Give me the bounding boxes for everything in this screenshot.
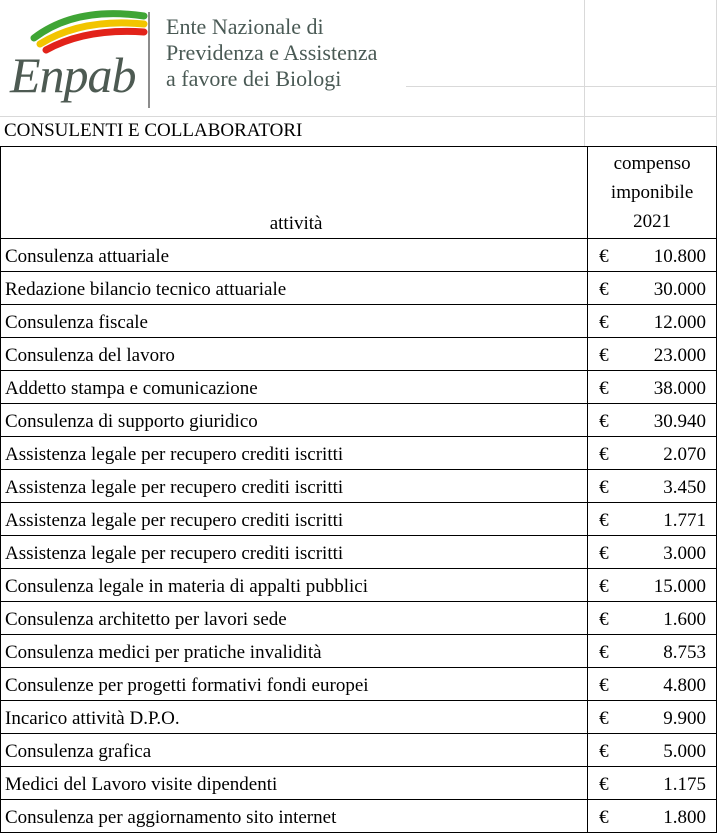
activity-cell: Assistenza legale per recupero crediti iscritti <box>1 470 588 503</box>
amount-value: 12.000 <box>653 312 706 333</box>
currency-symbol: € <box>599 741 609 762</box>
activity-cell: Medici del Lavoro visite dipendenti <box>1 767 588 800</box>
header-activity: attività <box>1 147 588 239</box>
currency-symbol: € <box>599 774 609 795</box>
amount-cell <box>588 800 717 833</box>
activity-cell: Consulenza del lavoro <box>1 338 588 371</box>
amount-cell <box>588 338 717 371</box>
amount-cell <box>588 371 717 404</box>
currency-symbol: € <box>599 444 609 465</box>
amount-cell <box>588 305 717 338</box>
grid-line <box>0 116 717 117</box>
header-amount <box>588 147 717 239</box>
table-row <box>1 371 717 404</box>
amount-value: 10.800 <box>653 246 706 267</box>
activity-cell: Consulenza fiscale <box>1 305 588 338</box>
table-row <box>1 437 717 470</box>
header-amount-line-3: 2021 <box>633 211 672 232</box>
activity-cell: Assistenza legale per recupero crediti iscritti <box>1 437 588 470</box>
activity-cell: Consulenza medici per pratiche invalidità <box>1 635 588 668</box>
table-row <box>1 767 717 800</box>
table-row <box>1 404 717 437</box>
section-title: CONSULENTI E COLLABORATORI <box>4 120 303 141</box>
amount-value: 5.000 <box>663 741 706 762</box>
table-row <box>1 470 717 503</box>
amount-value: 8.753 <box>663 642 706 663</box>
table-row <box>1 635 717 668</box>
activity-cell: Consulenza architetto per lavori sede <box>1 602 588 635</box>
logo-divider <box>148 12 150 108</box>
currency-symbol: € <box>599 312 609 333</box>
amount-value: 1.600 <box>663 609 706 630</box>
amount-value: 38.000 <box>653 378 706 399</box>
currency-symbol: € <box>599 609 609 630</box>
currency-symbol: € <box>599 378 609 399</box>
amount-cell <box>588 569 717 602</box>
amount-cell <box>588 668 717 701</box>
activity-cell: Consulenza per aggiornamento sito internet <box>1 800 588 833</box>
amount-value: 30.940 <box>653 411 706 432</box>
table-row <box>1 701 717 734</box>
currency-symbol: € <box>599 807 609 828</box>
activity-cell: Incarico attività D.P.O. <box>1 701 588 734</box>
amount-cell <box>588 503 717 536</box>
currency-symbol: € <box>599 543 609 564</box>
amount-value: 23.000 <box>653 345 706 366</box>
table-row <box>1 569 717 602</box>
currency-symbol: € <box>599 246 609 267</box>
currency-symbol: € <box>599 477 609 498</box>
consultants-table <box>0 146 717 833</box>
activity-cell: Consulenza legale in materia di appalti pubblici <box>1 569 588 602</box>
org-line-3: a favore dei Biologi <box>166 66 342 91</box>
currency-symbol: € <box>599 510 609 531</box>
table-header-row <box>1 147 717 239</box>
table-row <box>1 503 717 536</box>
activity-cell: Consulenza grafica <box>1 734 588 767</box>
table-row <box>1 239 717 272</box>
logo-word: Enpab <box>10 47 136 103</box>
org-line-2: Previdenza e Assistenza <box>166 40 378 65</box>
grid-line <box>584 0 585 146</box>
amount-cell <box>588 734 717 767</box>
currency-symbol: € <box>599 279 609 300</box>
table-row <box>1 734 717 767</box>
amount-cell <box>588 767 717 800</box>
amount-cell <box>588 404 717 437</box>
amount-value: 1.771 <box>663 510 706 531</box>
amount-cell <box>588 602 717 635</box>
amount-value: 3.000 <box>663 543 706 564</box>
amount-cell <box>588 470 717 503</box>
amount-cell <box>588 701 717 734</box>
amount-cell <box>588 239 717 272</box>
activity-cell: Addetto stampa e comunicazione <box>1 371 588 404</box>
enpab-logo <box>6 8 406 108</box>
amount-cell <box>588 635 717 668</box>
activity-cell: Assistenza legale per recupero crediti iscritti <box>1 503 588 536</box>
grid-line <box>406 86 717 87</box>
amount-value: 1.800 <box>663 807 706 828</box>
table-row <box>1 338 717 371</box>
currency-symbol: € <box>599 345 609 366</box>
currency-symbol: € <box>599 642 609 663</box>
amount-cell <box>588 536 717 569</box>
amount-value: 4.800 <box>663 675 706 696</box>
activity-cell: Consulenza di supporto giuridico <box>1 404 588 437</box>
activity-cell: Assistenza legale per recupero crediti iscritti <box>1 536 588 569</box>
table-row <box>1 668 717 701</box>
currency-symbol: € <box>599 708 609 729</box>
org-line-1: Ente Nazionale di <box>166 14 324 39</box>
amount-value: 2.070 <box>663 444 706 465</box>
table-row <box>1 800 717 833</box>
activity-cell: Consulenze per progetti formativi fondi europei <box>1 668 588 701</box>
table-row <box>1 272 717 305</box>
currency-symbol: € <box>599 675 609 696</box>
amount-value: 9.900 <box>663 708 706 729</box>
activity-cell: Consulenza attuariale <box>1 239 588 272</box>
amount-cell <box>588 437 717 470</box>
table-row <box>1 602 717 635</box>
header-amount-line-2: imponibile <box>610 182 694 203</box>
table-row <box>1 536 717 569</box>
activity-cell: Redazione bilancio tecnico attuariale <box>1 272 588 305</box>
table-row <box>1 305 717 338</box>
organization-name <box>166 14 377 92</box>
amount-value: 15.000 <box>653 576 706 597</box>
currency-symbol: € <box>599 576 609 597</box>
header-amount-line-1: compenso <box>613 153 691 174</box>
amount-value: 3.450 <box>663 477 706 498</box>
amount-cell <box>588 272 717 305</box>
amount-value: 1.175 <box>663 774 706 795</box>
amount-value: 30.000 <box>653 279 706 300</box>
currency-symbol: € <box>599 411 609 432</box>
